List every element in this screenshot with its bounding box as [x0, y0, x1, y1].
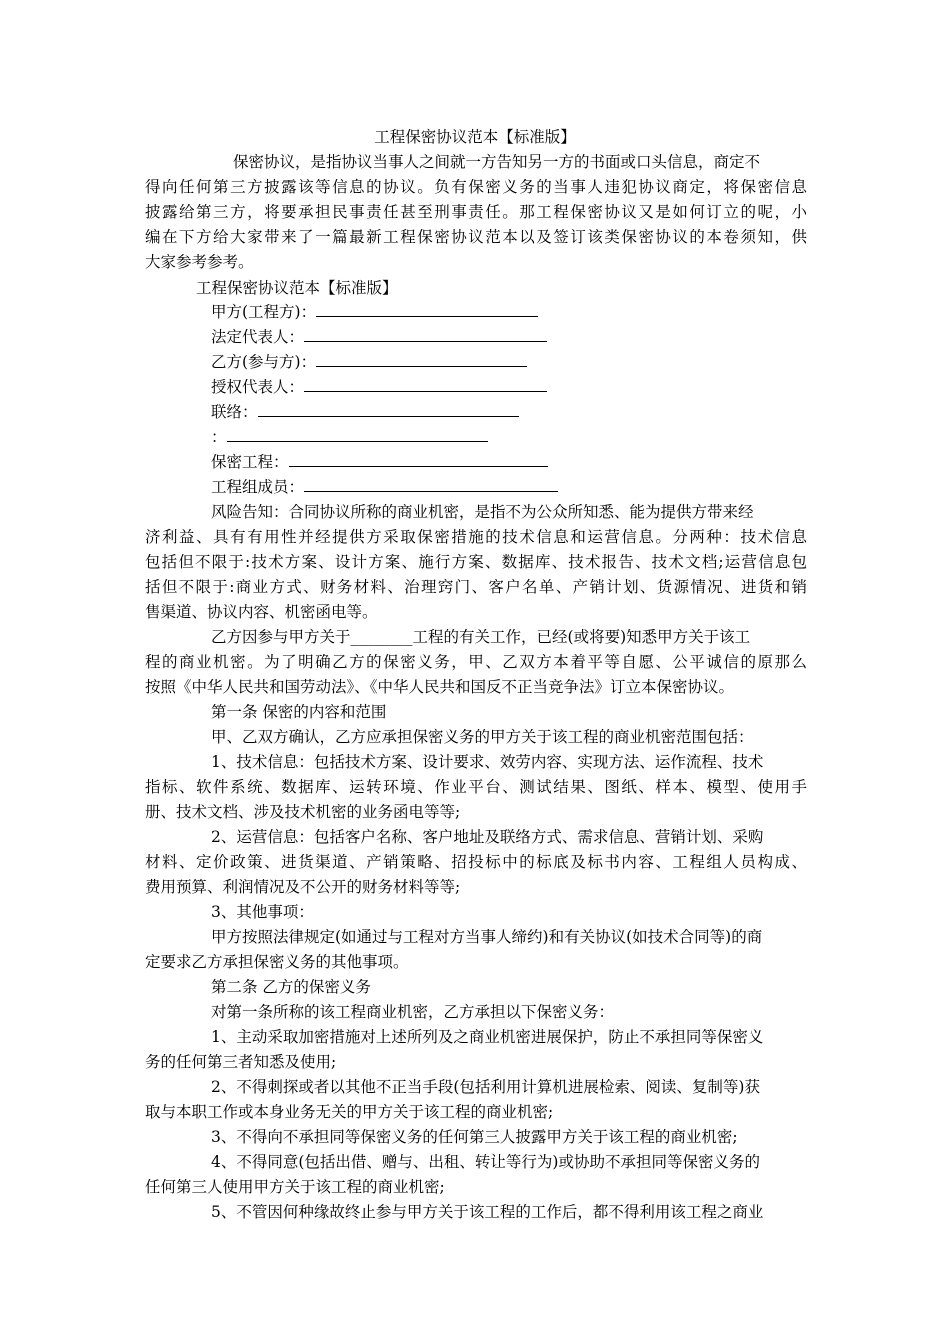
item-other: 3、其他事项：: [211, 903, 314, 921]
field-label: 联络：: [211, 403, 258, 421]
duty-item: 务的任何第三者知悉及使用;: [145, 1053, 337, 1071]
item-operational-info: 2、运营信息：包括客户名称、客户地址及联络方式、需求信息、营销计划、采购: [211, 828, 764, 846]
field-label: ：: [211, 428, 227, 446]
blank-line: [304, 477, 558, 492]
blank-line: [316, 302, 538, 317]
field-unlabeled: [211, 427, 488, 447]
field-label: 授权代表人：: [211, 378, 305, 396]
party-b-line: 按照《中华人民共和国劳动法》、《中华人民共和国反不正当竞争法》订立本保密协议。: [145, 678, 735, 696]
party-b-line: 程的商业机密。为了明确乙方的保密义务，甲、乙双方本着平等自愿、公平诚信的原那么: [145, 653, 807, 671]
risk-line: 括但不限于:商业方式、财务材料、治理窍门、客户名单、产销计划、货源情况、进货和销: [145, 578, 807, 596]
blank-line: [316, 352, 527, 367]
risk-line: 济利益、具有有用性并经提供方采取保密措施的技术信息和运营信息。分两种：技术信息: [145, 528, 807, 546]
duty-item: 1、主动采取加密措施对上述所列及之商业机密进展保护，防止不承担同等保密义: [211, 1028, 764, 1046]
intro-line: 大家参考参考。: [145, 253, 254, 271]
field-contact: [211, 402, 519, 422]
field-party-a: [211, 302, 538, 322]
field-project: [211, 452, 548, 472]
item-technical-info: 1、技术信息：包括技术方案、设计要求、效劳内容、实现方法、运作流程、技术: [211, 753, 764, 771]
item-technical-info: 指标、软件系统、数据库、运转环境、作业平台、测试结果、图纸、样本、模型、使用手: [145, 778, 807, 796]
article-1-scope: 甲、乙双方确认，乙方应承担保密义务的甲方关于该工程的商业机密范围包括：: [211, 728, 754, 746]
risk-line: 风险告知：合同协议所称的商业机密，是指不为公众所知悉、能为提供方带来经: [211, 503, 754, 521]
intro-line: 得向任何第三方披露该等信息的协议。负有保密义务的当事人违犯协议商定，将保密信息: [145, 178, 807, 196]
item-other-text: 定要求乙方承担保密义务的其他事项。: [145, 953, 409, 971]
intro-line: 编在下方给大家带来了一篇最新工程保密协议范本以及签订该类保密协议的本卷须知，供: [145, 228, 807, 246]
intro-line: 保密协议，是指协议当事人之间就一方告知另一方的书面或口头信息，商定不: [233, 153, 761, 171]
field-authorized-rep: [211, 377, 547, 397]
item-operational-info: 费用预算、利润情况及不公开的财务材料等等;: [145, 878, 461, 896]
duty-item: 5、不管因何种缘故终止参与甲方关于该工程的工作后，都不得利用该工程之商业: [211, 1203, 764, 1221]
party-b-text: 乙方因参与甲方关于: [211, 628, 351, 646]
article-2-heading: 第二条 乙方的保密义务: [211, 978, 371, 996]
party-b-line: [211, 627, 750, 647]
risk-line: 包括但不限于:技术方案、设计方案、施行方案、数据库、技术报告、技术文档;运营信息包: [145, 553, 807, 571]
duty-item: 取与本职工作或本身业务无关的甲方关于该工程的商业机密;: [145, 1103, 554, 1121]
field-label: 法定代表人：: [211, 328, 305, 346]
item-technical-info: 册、技术文档、涉及技术机密的业务函电等等;: [145, 803, 461, 821]
project-blank: ________: [350, 628, 413, 646]
agreement-subtitle: 工程保密协议范本【标准版】: [196, 279, 398, 297]
blank-line: [227, 427, 488, 442]
duty-item: 2、不得刺探或者以其他不正当手段(包括利用计算机进展检索、阅读、复制等)获: [211, 1078, 760, 1096]
field-legal-rep: [211, 327, 547, 347]
party-b-text: 工程的有关工作，已经(或将要)知悉甲方关于该工: [412, 628, 751, 646]
blank-line: [289, 452, 548, 467]
field-label: 工程组成员：: [211, 478, 305, 496]
article-1-heading: 第一条 保密的内容和范围: [211, 703, 387, 721]
document-title: 工程保密协议范本【标准版】: [374, 128, 576, 146]
risk-line: 售渠道、协议内容、机密函电等。: [145, 603, 378, 621]
field-label: 乙方(参与方)：: [211, 353, 317, 371]
blank-line: [304, 327, 547, 342]
duty-item: 3、不得向不承担同等保密义务的任何第三人披露甲方关于该工程的商业机密;: [211, 1128, 738, 1146]
field-members: [211, 477, 558, 497]
field-label: 甲方(工程方)：: [211, 303, 317, 321]
duty-item: 4、不得同意(包括出借、赠与、出租、转让等行为)或协助不承担同等保密义务的: [211, 1153, 760, 1171]
intro-line: 披露给第三方，将要承担民事责任甚至刑事责任。那工程保密协议又是如何订立的呢，小: [145, 203, 807, 221]
field-party-b: [211, 352, 527, 372]
item-operational-info: 材料、定价政策、进货渠道、产销策略、招投标中的标底及标书内容、工程组人员构成、: [145, 853, 807, 871]
blank-line: [258, 402, 519, 417]
article-2-lead: 对第一条所称的该工程商业机密，乙方承担以下保密义务：: [211, 1003, 615, 1021]
field-label: 保密工程：: [211, 453, 289, 471]
blank-line: [304, 377, 547, 392]
item-other-text: 甲方按照法律规定(如通过与工程对方当事人缔约)和有关协议(如技术合同等)的商: [211, 928, 763, 946]
duty-item: 任何第三人使用甲方关于该工程的商业机密;: [145, 1178, 445, 1196]
